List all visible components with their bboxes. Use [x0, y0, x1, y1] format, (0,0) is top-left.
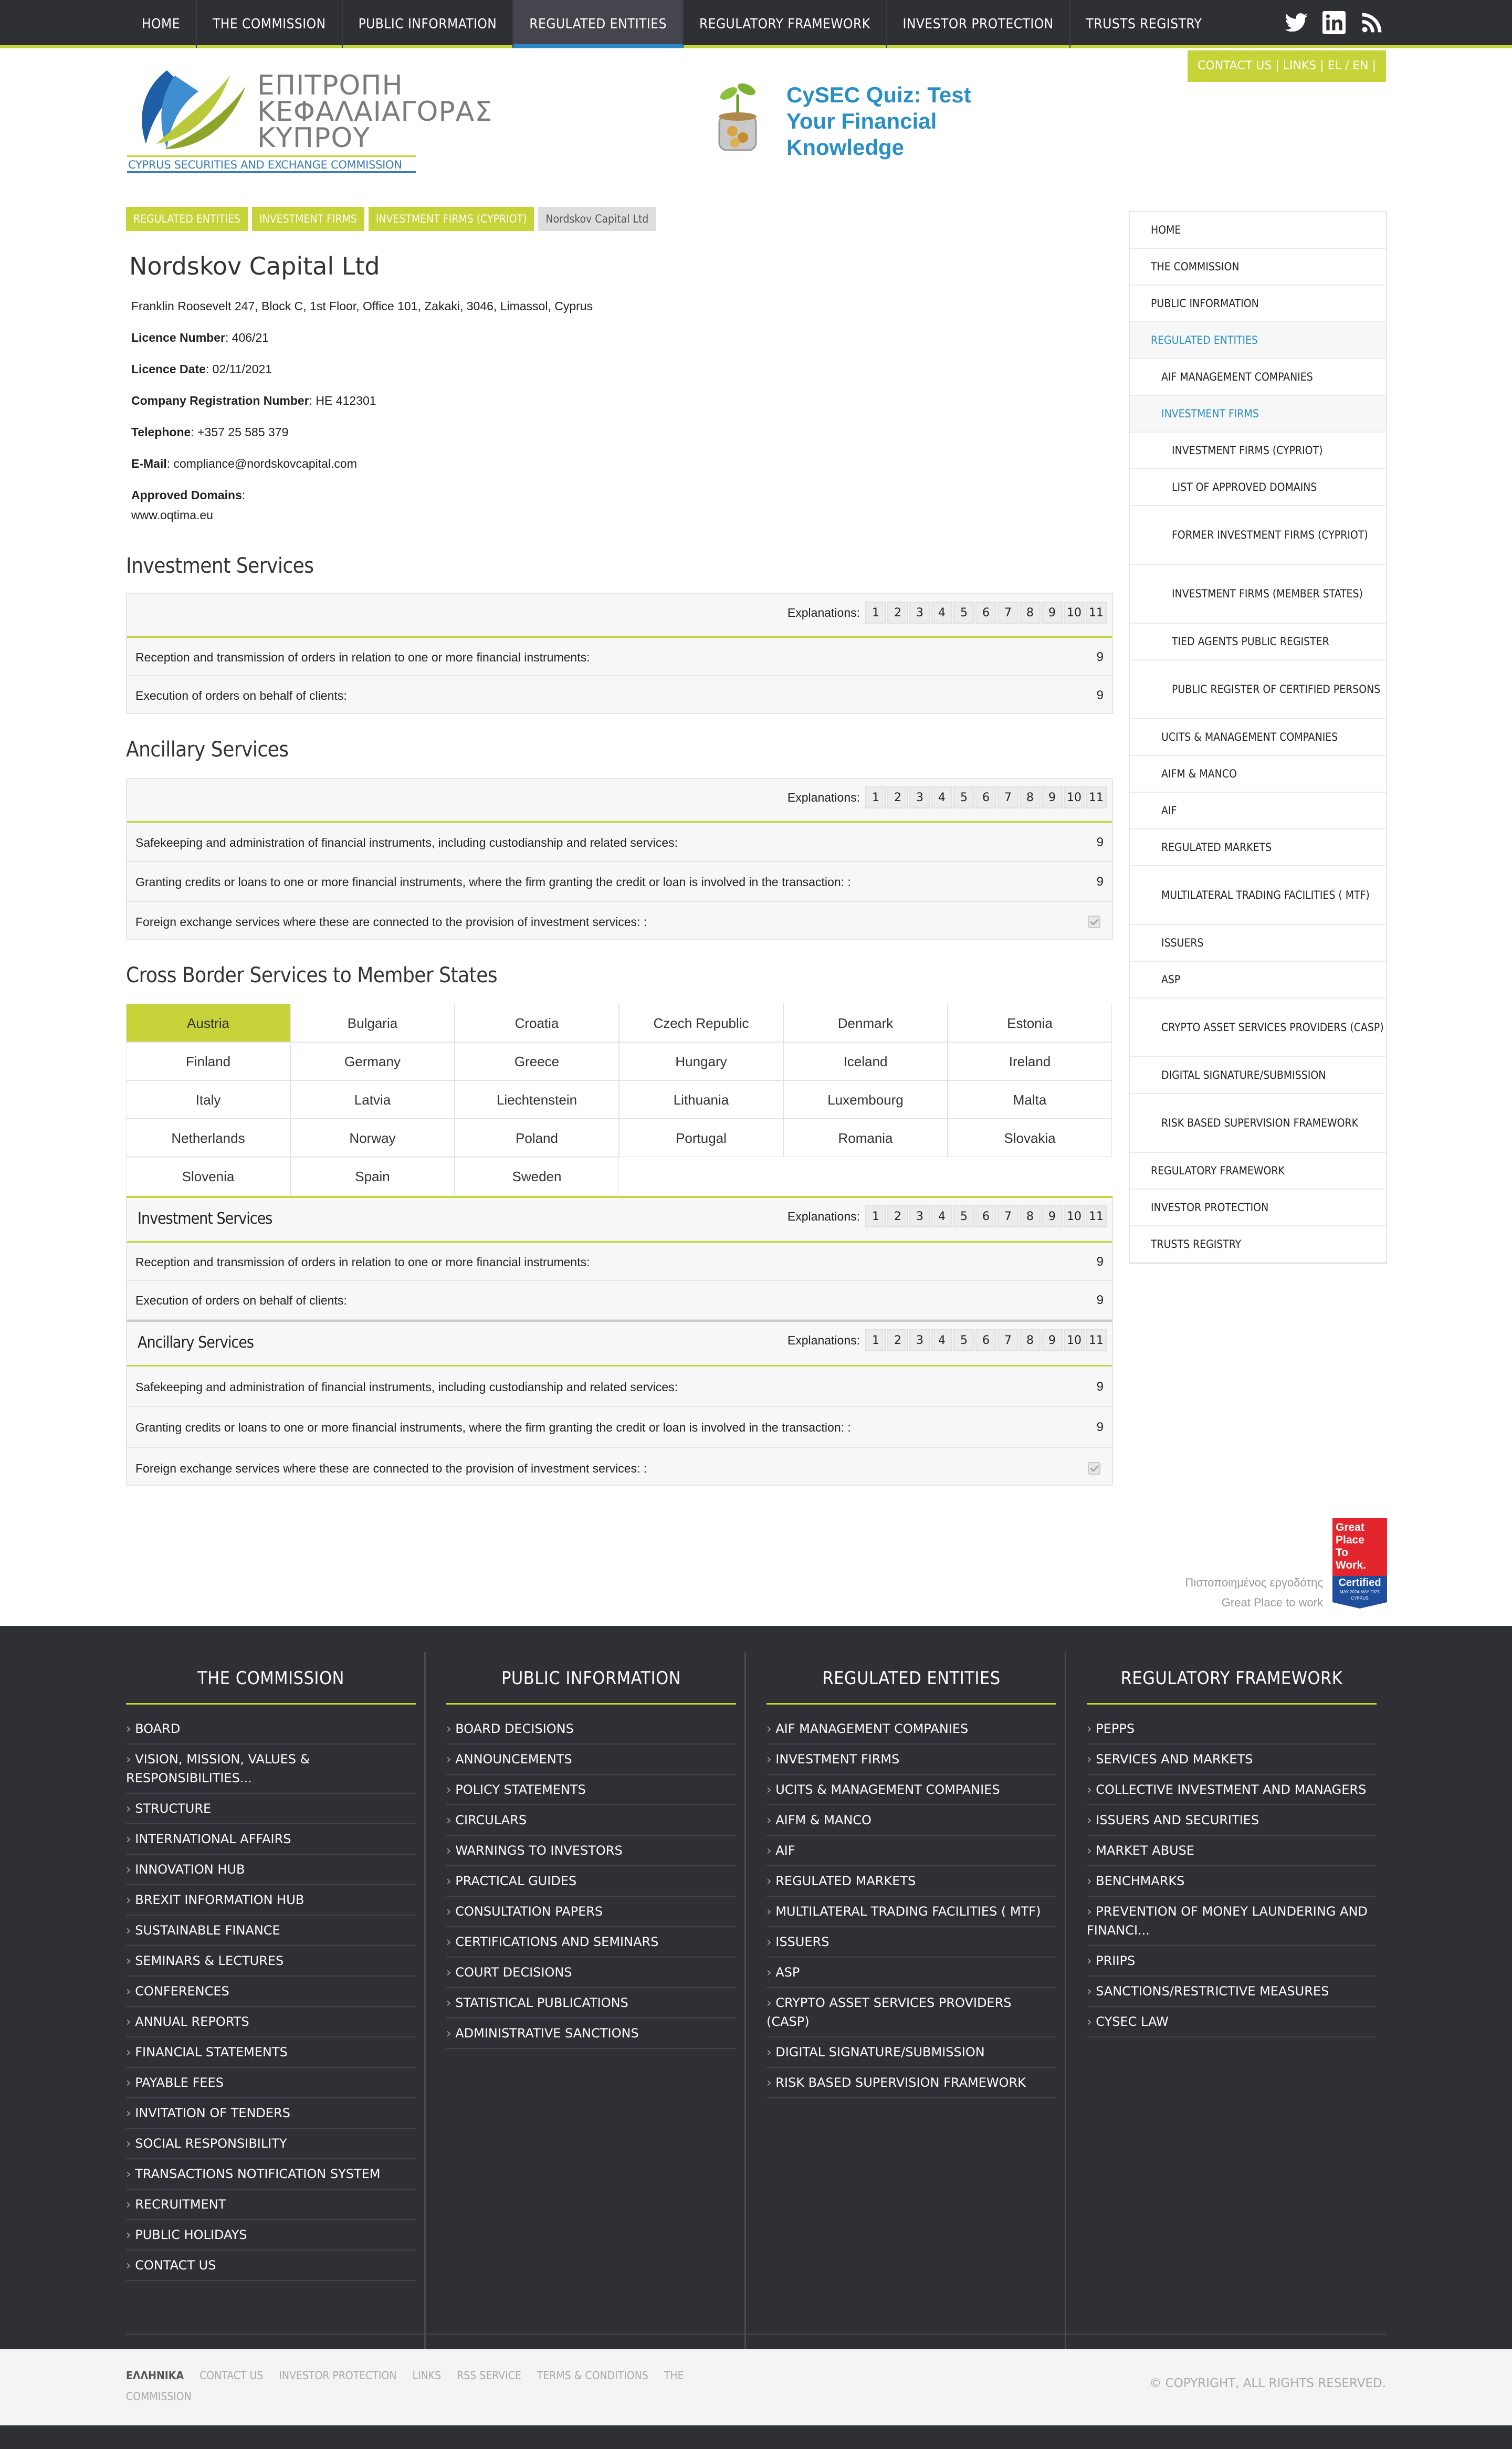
explanations-bar: [788, 1205, 1107, 1227]
cross-border-title: Cross Border Services to Member States: [126, 963, 498, 987]
bottom-bar: [0, 2349, 1512, 2425]
explanation-6-button[interactable]: 6: [975, 1329, 996, 1351]
investment-services-table: [126, 593, 1113, 714]
approved-domains-label: Approved Domains: [131, 488, 242, 502]
footer-link-regulated-markets[interactable]: › REGULATED MARKETS: [766, 1866, 1056, 1897]
company-reg-value: : HE 412301: [309, 394, 376, 407]
great-place-to-work-badge[interactable]: [1332, 1518, 1387, 1609]
footer-link-cysec-law[interactable]: › CYSEC LAW: [1087, 2007, 1377, 2037]
explanation-10-button[interactable]: 10: [1064, 1205, 1085, 1227]
service-value: 9: [1096, 1255, 1104, 1269]
footer-link-annual-reports[interactable]: › ANNUAL REPORTS: [126, 2007, 416, 2037]
explanations-label: Explanations:: [787, 605, 860, 619]
service-row: [127, 821, 1112, 861]
footer-link-announcements[interactable]: › ANNOUNCEMENTS: [446, 1744, 736, 1775]
email-label: E-Mail: [131, 457, 167, 470]
sidebar-item-the-commission[interactable]: THE COMMISSION: [1130, 249, 1386, 286]
service-description: Execution of orders on behalf of clients:: [135, 1294, 347, 1307]
explanation-3-button[interactable]: 3: [909, 1329, 930, 1351]
quiz-title[interactable]: CySEC Quiz: Test Your Financial Knowledge: [786, 82, 971, 160]
footer-column-regulated-entities: [766, 1652, 1056, 2356]
explanation-6-button[interactable]: 6: [975, 1205, 996, 1227]
explanation-5-button[interactable]: 5: [953, 1329, 974, 1351]
service-row: [127, 1406, 1112, 1447]
country-tab-portugal[interactable]: Portugal: [619, 1119, 783, 1157]
country-tab-austria[interactable]: Austria: [126, 1004, 290, 1042]
footer-link-certifications-and-seminars[interactable]: › CERTIFICATIONS AND SEMINARS: [446, 1927, 736, 1958]
explanations-bar: [788, 786, 1107, 808]
country-tab-iceland[interactable]: Iceland: [783, 1042, 948, 1080]
country-tab-slovenia[interactable]: Slovenia: [126, 1157, 290, 1195]
footer-column-the-commission: [126, 1652, 416, 2356]
telephone-value: : +357 25 585 379: [191, 425, 289, 439]
service-checkbox: [1088, 916, 1100, 928]
service-row: [127, 1365, 1112, 1406]
sidebar-item-list-of-approved-domains[interactable]: LIST OF APPROVED DOMAINS: [1130, 469, 1386, 506]
quiz-banner[interactable]: [704, 79, 998, 163]
footer-link-market-abuse[interactable]: › MARKET ABUSE: [1087, 1836, 1377, 1866]
badge-line-4: Work.: [1336, 1559, 1366, 1571]
contact-links-bar[interactable]: CONTACT US | LINKS | EL / EN |: [1188, 50, 1386, 82]
sidebar-item-issuers[interactable]: ISSUERS: [1130, 925, 1386, 962]
service-checkbox: [1088, 1462, 1100, 1475]
service-description: Safekeeping and administration of financial instruments, including custodianship and related services:: [135, 836, 678, 849]
logo-emblem-icon: [125, 65, 251, 154]
explanation-2-button[interactable]: 2: [887, 1205, 908, 1227]
service-value: 9: [1096, 835, 1104, 849]
company-registration: [131, 394, 376, 408]
explanation-5-button[interactable]: 5: [953, 786, 974, 808]
footer-link-social-responsibility[interactable]: › SOCIAL RESPONSIBILITY: [126, 2129, 416, 2159]
service-row: [127, 861, 1112, 901]
footer-link-administrative-sanctions[interactable]: › ADMINISTRATIVE SANCTIONS: [446, 2019, 736, 2049]
logo-subtitle: CYPRUS SECURITIES AND EXCHANGE COMMISSION: [128, 159, 402, 171]
service-value: 9: [1096, 1293, 1104, 1307]
sidebar-item-digital-signature-submission[interactable]: DIGITAL SIGNATURE/SUBMISSION: [1130, 1057, 1386, 1094]
country-tab-estonia[interactable]: Estonia: [948, 1004, 1112, 1042]
footer-link-asp[interactable]: › ASP: [766, 1958, 1056, 1988]
country-tab-liechtenstein[interactable]: Liechtenstein: [455, 1080, 619, 1119]
footer-link-list: [126, 1714, 416, 2281]
footer-link-investment-firms[interactable]: › INVESTMENT FIRMS: [766, 1744, 1056, 1775]
explanations-bar: [788, 1329, 1107, 1351]
logo-underline: [127, 171, 416, 173]
service-description: Safekeeping and administration of financial instruments, including custodianship and related services:: [135, 1380, 678, 1394]
footer-link-issuers-and-securities[interactable]: › ISSUERS AND SECURITIES: [1087, 1805, 1377, 1836]
explanation-8-button[interactable]: 8: [1020, 1329, 1041, 1351]
service-row: [127, 1280, 1112, 1319]
explanation-9-button[interactable]: 9: [1042, 786, 1063, 808]
explanation-11-button[interactable]: 11: [1086, 786, 1107, 808]
explanation-1-button[interactable]: 1: [865, 602, 886, 624]
cross-border-ancillary-services: [126, 1320, 1113, 1486]
country-tab-lithuania[interactable]: Lithuania: [619, 1080, 783, 1119]
footer-link-innovation-hub[interactable]: › INNOVATION HUB: [126, 1855, 416, 1885]
footer-column-title: THE COMMISSION: [126, 1652, 416, 1705]
top-navigation-bar: [0, 0, 1512, 48]
company-reg-label: Company Registration Number: [131, 394, 309, 407]
explanation-10-button[interactable]: 10: [1064, 786, 1085, 808]
country-tab-croatia[interactable]: Croatia: [455, 1004, 619, 1042]
bottom-link-links[interactable]: LINKS: [412, 2369, 442, 2382]
certified-employer-text: [1185, 1573, 1323, 1613]
explanation-2-button[interactable]: 2: [887, 602, 908, 624]
country-tab-latvia[interactable]: Latvia: [290, 1080, 455, 1119]
sidebar-item-regulated-entities[interactable]: REGULATED ENTITIES: [1130, 322, 1386, 359]
explanation-9-button[interactable]: 9: [1042, 1329, 1063, 1351]
breadcrumb-item: Nordskov Capital Ltd: [538, 207, 656, 231]
explanation-8-button[interactable]: 8: [1020, 1205, 1041, 1227]
sidebar-item-regulatory-framework[interactable]: REGULATORY FRAMEWORK: [1130, 1153, 1386, 1190]
sidebar-item-ucits-management-companies[interactable]: UCITS & MANAGEMENT COMPANIES: [1130, 719, 1386, 756]
cross-border-investment-services: [126, 1196, 1113, 1320]
member-states-grid: [126, 1004, 1113, 1195]
sidebar-item-crypto-asset-services-providers-casp[interactable]: CRYPTO ASSET SERVICES PROVIDERS (CASP): [1130, 998, 1386, 1057]
licence-number-value: : 406/21: [225, 331, 269, 344]
explanation-4-button[interactable]: 4: [931, 786, 952, 808]
page-title: Nordskov Capital Ltd: [129, 252, 380, 280]
logo-greek-text: [257, 70, 493, 154]
nav-item-the-commission[interactable]: THE COMMISSION: [197, 0, 343, 48]
bottom-link-the-commission[interactable]: THE COMMISSION: [126, 2369, 684, 2403]
copyright: © COPYRIGHT, ALL RIGHTS RESERVED.: [1149, 2377, 1386, 2390]
bottom-link-investor-protection[interactable]: INVESTOR PROTECTION: [279, 2369, 397, 2382]
footer-link-financial-statements[interactable]: › FINANCIAL STATEMENTS: [126, 2037, 416, 2068]
breadcrumb: [126, 207, 656, 231]
bottom-link-rss-service[interactable]: RSS SERVICE: [457, 2369, 521, 2382]
footer-column-divider: [1065, 1652, 1066, 2356]
cysec-logo[interactable]: [125, 65, 493, 173]
investment-services-title: Investment Services: [126, 554, 314, 578]
footer-column-title: REGULATED ENTITIES: [766, 1652, 1056, 1705]
logo-line-1: ΕΠΙΤΡΟΠΗ: [257, 70, 403, 101]
nav-item-regulatory-framework[interactable]: REGULATORY FRAMEWORK: [684, 0, 887, 48]
explanation-1-button[interactable]: 1: [865, 1205, 886, 1227]
nav-item-public-information[interactable]: PUBLIC INFORMATION: [343, 0, 514, 48]
badge-text: [1336, 1521, 1366, 1572]
country-tab-poland[interactable]: Poland: [455, 1119, 619, 1157]
country-tab-hungary[interactable]: Hungary: [619, 1042, 783, 1080]
footer-link-list: [766, 1714, 1056, 2098]
service-row: [127, 1447, 1112, 1488]
service-value: 9: [1096, 650, 1104, 664]
footer-link-transactions-notification-system[interactable]: › TRANSACTIONS NOTIFICATION SYSTEM: [126, 2159, 416, 2190]
social-links: [1282, 8, 1386, 37]
footer-link-list: [1087, 1714, 1377, 2037]
approved-domain-link[interactable]: www.oqtima.eu: [131, 508, 213, 522]
footer-link-priips[interactable]: › PRIIPS: [1087, 1946, 1377, 1977]
country-tab-luxembourg[interactable]: Luxembourg: [783, 1080, 948, 1119]
footer-link-circulars[interactable]: › CIRCULARS: [446, 1805, 736, 1836]
service-description: Execution of orders on behalf of clients:: [135, 689, 347, 702]
service-description: Foreign exchange services where these are connected to the provision of investment services: :: [135, 1462, 647, 1475]
country-tab-malta[interactable]: Malta: [948, 1080, 1112, 1119]
footer-link-aif[interactable]: › AIF: [766, 1836, 1056, 1866]
service-description: Granting credits or loans to one or more financial instruments, where the firm granting the credit or loan is involved in the transaction: :: [135, 875, 851, 889]
footer-column-regulatory-framework: [1087, 1652, 1377, 2356]
country-tab-germany[interactable]: Germany: [290, 1042, 455, 1080]
email: [131, 457, 357, 471]
explanation-3-button[interactable]: 3: [909, 786, 930, 808]
explanation-3-button[interactable]: 3: [909, 1205, 930, 1227]
explanation-3-button[interactable]: 3: [909, 602, 930, 624]
footer-link-services-and-markets[interactable]: › SERVICES AND MARKETS: [1087, 1744, 1377, 1775]
sidebar-item-public-information[interactable]: PUBLIC INFORMATION: [1130, 286, 1386, 322]
service-description: Reception and transmission of orders in relation to one or more financial instruments:: [135, 1255, 590, 1269]
sidebar-item-multilateral-trading-facilities-mtf[interactable]: MULTILATERAL TRADING FACILITIES ( MTF): [1130, 866, 1386, 925]
ancillary-services-title: Ancillary Services: [126, 738, 289, 762]
licence-number-label: Licence Number: [131, 331, 225, 344]
footer-column-divider: [424, 1652, 426, 2356]
footer-link-ucits-management-companies[interactable]: › UCITS & MANAGEMENT COMPANIES: [766, 1775, 1056, 1805]
footer-link-brexit-information-hub[interactable]: › BREXIT INFORMATION HUB: [126, 1885, 416, 1916]
footer-link-prevention-of-money-laundering-and-financi[interactable]: › PREVENTION OF MONEY LAUNDERING AND FINANCI...: [1087, 1897, 1377, 1946]
badge-line-3: To: [1336, 1547, 1349, 1559]
telephone: [131, 425, 288, 439]
twitter-icon[interactable]: [1282, 8, 1310, 37]
footer-link-contact-us[interactable]: › CONTACT US: [126, 2251, 416, 2281]
explanations-bar: [788, 602, 1107, 624]
service-row: [127, 675, 1112, 714]
service-row: [127, 901, 1112, 941]
breadcrumb-item[interactable]: INVESTMENT FIRMS (CYPRIOT): [369, 207, 534, 231]
certified-line-2: Great Place to work: [1221, 1596, 1323, 1609]
service-value: 9: [1096, 1380, 1104, 1394]
country-tab-italy[interactable]: Italy: [126, 1080, 290, 1119]
sidebar-item-asp[interactable]: ASP: [1130, 962, 1386, 998]
footer-link-collective-investment-and-managers[interactable]: › COLLECTIVE INVESTMENT AND MANAGERS: [1087, 1775, 1377, 1805]
approved-domains: [131, 488, 245, 502]
footer-link-invitation-of-tenders[interactable]: › INVITATION OF TENDERS: [126, 2098, 416, 2129]
footer-link-aifm-manco[interactable]: › AIFM & MANCO: [766, 1805, 1056, 1836]
nav-item-trusts-registry[interactable]: TRUSTS REGISTRY: [1086, 16, 1202, 32]
sidebar-item-aif[interactable]: AIF: [1130, 793, 1386, 829]
bottom-link-terms-conditions[interactable]: TERMS & CONDITIONS: [537, 2369, 648, 2382]
page-bottom-strip: [0, 2425, 1512, 2449]
explanation-10-button[interactable]: 10: [1064, 1329, 1085, 1351]
logo-line-3: ΚΥΠΡΟΥ: [257, 122, 371, 154]
country-tab-netherlands[interactable]: Netherlands: [126, 1119, 290, 1157]
country-tab-czech-republic[interactable]: Czech Republic: [619, 1004, 783, 1042]
sidebar-item-investment-firms[interactable]: INVESTMENT FIRMS: [1130, 396, 1386, 433]
sidebar-item-aif-management-companies[interactable]: AIF MANAGEMENT COMPANIES: [1130, 359, 1386, 396]
certified-line-1: Πιστοποιημένος εργοδότης: [1185, 1576, 1323, 1589]
explanation-6-button[interactable]: 6: [975, 602, 996, 624]
explanations-label: Explanations:: [787, 790, 860, 804]
explanation-2-button[interactable]: 2: [887, 786, 908, 808]
badge-date-range: MAY 2024-MAY 2025: [1340, 1590, 1380, 1594]
footer-link-warnings-to-investors[interactable]: › WARNINGS TO INVESTORS: [446, 1836, 736, 1866]
footer-link-risk-based-supervision-framework[interactable]: › RISK BASED SUPERVISION FRAMEWORK: [766, 2068, 1056, 2098]
logo-divider: [127, 155, 416, 157]
linkedin-icon[interactable]: [1320, 8, 1348, 37]
service-row: [127, 636, 1112, 675]
badge-line-1: Great: [1336, 1521, 1364, 1533]
sidebar-item-former-investment-firms-cypriot[interactable]: FORMER INVESTMENT FIRMS (CYPRIOT): [1130, 506, 1386, 565]
sidebar-item-tied-agents-public-register[interactable]: TIED AGENTS PUBLIC REGISTER: [1130, 624, 1386, 660]
explanation-7-button[interactable]: 7: [998, 786, 1018, 808]
service-description: Granting credits or loans to one or more financial instruments, where the firm granting the credit or loan is involved in the transaction: :: [135, 1421, 851, 1434]
footer-link-statistical-publications[interactable]: › STATISTICAL PUBLICATIONS: [446, 1988, 736, 2019]
footer-link-board[interactable]: › BOARD: [126, 1714, 416, 1744]
nav-item-home[interactable]: HOME: [126, 0, 197, 48]
footer-link-vision-mission-values-responsibilities[interactable]: › VISION, MISSION, VALUES & RESPONSIBILITIES...: [126, 1744, 416, 1794]
footer-link-conferences[interactable]: › CONFERENCES: [126, 1977, 416, 2007]
licence-date-value: : 02/11/2021: [205, 362, 272, 376]
explanations-label: Explanations:: [787, 1333, 860, 1347]
footer-link-list: [446, 1714, 736, 2049]
explanation-4-button[interactable]: 4: [931, 1205, 952, 1227]
licence-date-label: Licence Date: [131, 362, 206, 376]
country-tab-spain[interactable]: Spain: [290, 1157, 455, 1195]
country-tab-slovakia[interactable]: Slovakia: [948, 1119, 1112, 1157]
bottom-links: [126, 2365, 714, 2407]
country-tab-sweden[interactable]: Sweden: [455, 1157, 619, 1195]
service-value: 9: [1096, 688, 1104, 702]
footer-link-benchmarks[interactable]: › BENCHMARKS: [1087, 1866, 1377, 1897]
explanation-6-button[interactable]: 6: [975, 786, 996, 808]
explanation-9-button[interactable]: 9: [1042, 1205, 1063, 1227]
explanation-5-button[interactable]: 5: [953, 602, 974, 624]
explanation-11-button[interactable]: 11: [1086, 602, 1107, 624]
breadcrumb-item[interactable]: REGULATED ENTITIES: [126, 207, 248, 231]
service-description: Foreign exchange services where these are connected to the provision of investment services: :: [135, 915, 647, 929]
sidebar-item-investment-firms-cypriot[interactable]: INVESTMENT FIRMS (CYPRIOT): [1130, 433, 1386, 469]
sidebar-item-regulated-markets[interactable]: REGULATED MARKETS: [1130, 829, 1386, 866]
footer-link-crypto-asset-services-providers-casp[interactable]: › CRYPTO ASSET SERVICES PROVIDERS (CASP): [766, 1988, 1056, 2037]
service-value: 9: [1096, 1420, 1104, 1434]
footer-link-consultation-papers[interactable]: › CONSULTATION PAPERS: [446, 1897, 736, 1927]
country-tab-romania[interactable]: Romania: [783, 1119, 948, 1157]
ancillary-services-table: [126, 778, 1113, 940]
country-tab-greece[interactable]: Greece: [455, 1042, 619, 1080]
licence-number: [131, 331, 269, 345]
service-row: [127, 1241, 1112, 1280]
footer-link-pepps[interactable]: › PEPPS: [1087, 1714, 1377, 1744]
explanation-8-button[interactable]: 8: [1020, 602, 1041, 624]
explanation-4-button[interactable]: 4: [931, 602, 952, 624]
rss-icon[interactable]: [1358, 8, 1386, 37]
footer: [0, 1626, 1512, 2349]
main-menu: [126, 0, 1217, 48]
footer-link-seminars-lectures[interactable]: › SEMINARS & LECTURES: [126, 1946, 416, 1977]
footer-link-payable-fees[interactable]: › PAYABLE FEES: [126, 2068, 416, 2098]
footer-link-multilateral-trading-facilities-mtf[interactable]: › MULTILATERAL TRADING FACILITIES ( MTF): [766, 1897, 1056, 1927]
email-value[interactable]: : compliance@nordskovcapital.com: [166, 457, 357, 470]
sidebar-menu: [1129, 211, 1387, 1264]
footer-column-public-information: [446, 1652, 736, 2356]
licence-date: [131, 362, 272, 376]
badge-certified-label: Certified: [1338, 1577, 1381, 1589]
sidebar-item-investment-firms-member-states[interactable]: INVESTMENT FIRMS (MEMBER STATES): [1130, 565, 1386, 624]
explanations-label: Explanations:: [787, 1209, 860, 1223]
badge-country: CYPRUS: [1351, 1596, 1369, 1601]
approved-domains-colon: :: [242, 488, 246, 502]
sidebar-item-risk-based-supervision-framework[interactable]: RISK BASED SUPERVISION FRAMEWORK: [1130, 1094, 1386, 1153]
explanation-7-button[interactable]: 7: [998, 1329, 1018, 1351]
logo-line-2: ΚΕΦΑΛΑΙΑΓΟΡΑΣ: [257, 96, 493, 128]
footer-link-sustainable-finance[interactable]: › SUSTAINABLE FINANCE: [126, 1916, 416, 1946]
footer-link-recruitment[interactable]: › RECRUITMENT: [126, 2190, 416, 2220]
badge-line-2: Place: [1336, 1534, 1364, 1546]
country-tab-denmark[interactable]: Denmark: [783, 1004, 948, 1042]
explanation-7-button[interactable]: 7: [998, 602, 1018, 624]
footer-link-digital-signature-submission[interactable]: › DIGITAL SIGNATURE/SUBMISSION: [766, 2037, 1056, 2068]
explanation-8-button[interactable]: 8: [1020, 786, 1041, 808]
footer-column-divider: [744, 1652, 746, 2356]
footer-link-court-decisions[interactable]: › COURT DECISIONS: [446, 1958, 736, 1988]
explanation-2-button[interactable]: 2: [887, 1329, 908, 1351]
sidebar-item-public-register-of-certified-persons[interactable]: PUBLIC REGISTER OF CERTIFIED PERSONS: [1130, 660, 1386, 719]
country-tab-ireland[interactable]: Ireland: [948, 1042, 1112, 1080]
telephone-label: Telephone: [131, 425, 191, 439]
footer-link-issuers[interactable]: › ISSUERS: [766, 1927, 1056, 1958]
sidebar-item-trusts-registry[interactable]: TRUSTS REGISTRY: [1130, 1226, 1386, 1263]
footer-link-policy-statements[interactable]: › POLICY STATEMENTS: [446, 1775, 736, 1805]
explanation-11-button[interactable]: 11: [1086, 1205, 1107, 1227]
explanation-9-button[interactable]: 9: [1042, 602, 1063, 624]
section-subtitle: Investment Services: [138, 1210, 272, 1228]
service-description: Reception and transmission of orders in relation to one or more financial instruments:: [135, 650, 590, 664]
section-subtitle: Ancillary Services: [138, 1333, 254, 1352]
sidebar-item-home[interactable]: HOME: [1130, 212, 1386, 249]
footer-link-practical-guides[interactable]: › PRACTICAL GUIDES: [446, 1866, 736, 1897]
explanation-4-button[interactable]: 4: [931, 1329, 952, 1351]
entity-address: Franklin Roosevelt 247, Block C, 1st Floor, Office 101, Zakaki, 3046, Limassol, Cyprus: [131, 299, 593, 313]
plant-coin-jar-icon: [704, 79, 772, 157]
explanation-10-button[interactable]: 10: [1064, 602, 1085, 624]
sidebar-item-investor-protection[interactable]: INVESTOR PROTECTION: [1130, 1190, 1386, 1226]
nav-item-regulated-entities[interactable]: REGULATED ENTITIES: [513, 0, 684, 48]
footer-link-public-holidays[interactable]: › PUBLIC HOLIDAYS: [126, 2220, 416, 2251]
footer-column-title: REGULATORY FRAMEWORK: [1087, 1652, 1377, 1705]
explanation-1-button[interactable]: 1: [865, 1329, 886, 1351]
footer-link-aif-management-companies[interactable]: › AIF MANAGEMENT COMPANIES: [766, 1714, 1056, 1744]
sidebar-item-aifm-manco[interactable]: AIFM & MANCO: [1130, 756, 1386, 793]
country-tab-finland[interactable]: Finland: [126, 1042, 290, 1080]
explanation-1-button[interactable]: 1: [865, 786, 886, 808]
footer-column-title: PUBLIC INFORMATION: [446, 1652, 736, 1705]
explanation-5-button[interactable]: 5: [953, 1205, 974, 1227]
country-tab-bulgaria[interactable]: Bulgaria: [290, 1004, 455, 1042]
service-value: 9: [1096, 875, 1104, 889]
footer-link-structure[interactable]: › STRUCTURE: [126, 1794, 416, 1824]
bottom-link-ελληνικα[interactable]: ΕΛΛΗΝΙΚΑ: [126, 2369, 184, 2382]
nav-item-investor-protection[interactable]: INVESTOR PROTECTION: [887, 0, 1070, 48]
breadcrumb-item[interactable]: INVESTMENT FIRMS: [252, 207, 364, 231]
explanation-7-button[interactable]: 7: [998, 1205, 1018, 1227]
country-tab-norway[interactable]: Norway: [290, 1119, 455, 1157]
explanation-11-button[interactable]: 11: [1086, 1329, 1107, 1351]
bottom-link-contact-us[interactable]: CONTACT US: [200, 2369, 264, 2382]
footer-link-international-affairs[interactable]: › INTERNATIONAL AFFAIRS: [126, 1824, 416, 1855]
footer-link-board-decisions[interactable]: › BOARD DECISIONS: [446, 1714, 736, 1744]
footer-link-sanctions-restrictive-measures[interactable]: › SANCTIONS/RESTRICTIVE MEASURES: [1087, 1977, 1377, 2007]
